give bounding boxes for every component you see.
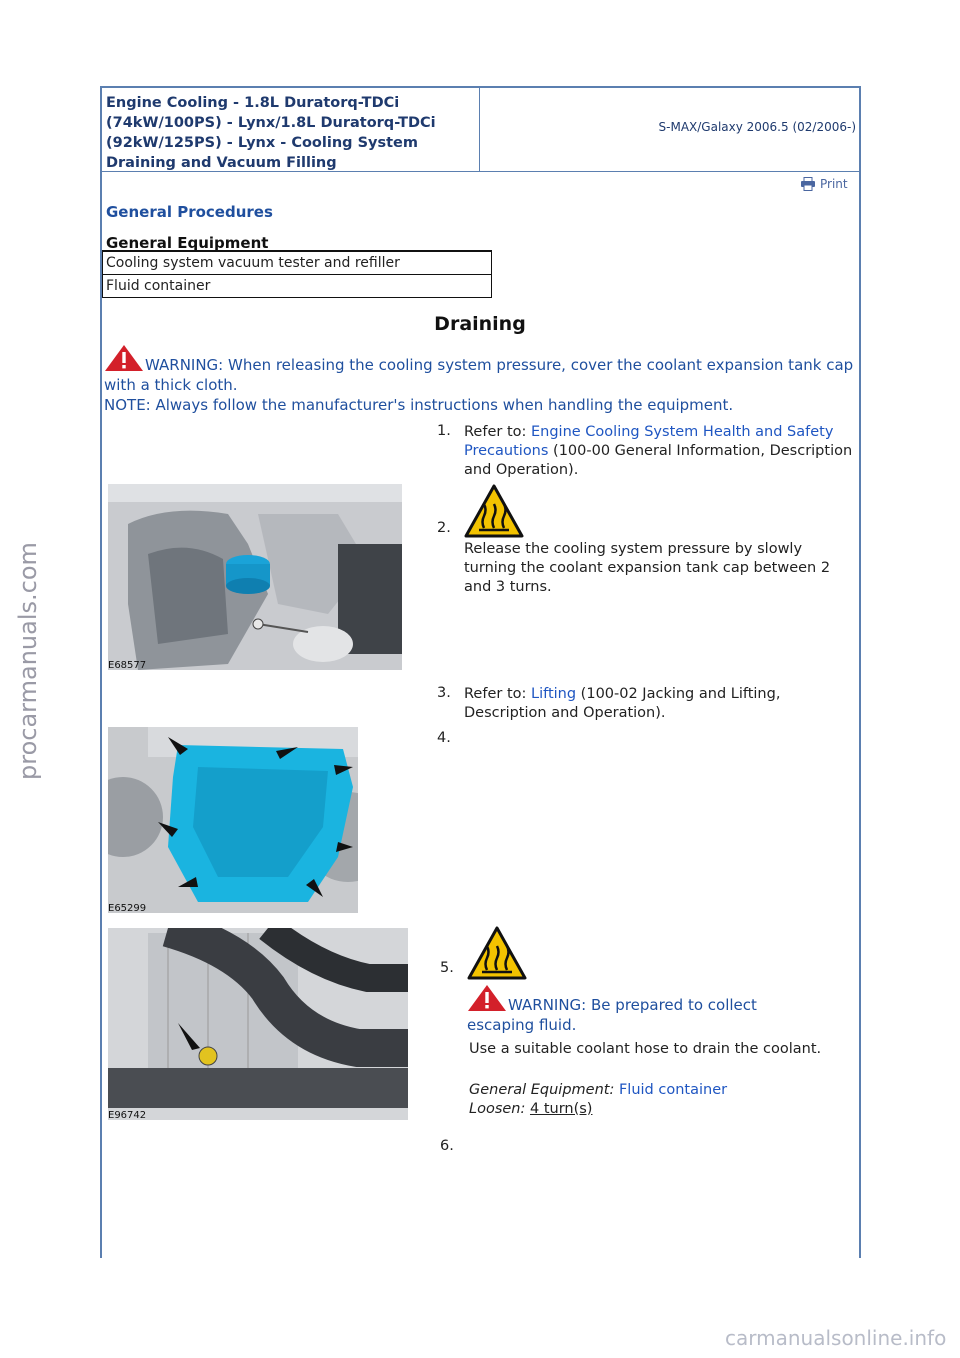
equipment-item: Cooling system vacuum tester and refiller <box>103 251 492 275</box>
footer-watermark: carmanualsonline.info <box>725 1326 947 1350</box>
print-button[interactable] <box>800 177 848 191</box>
equipment-table <box>102 250 492 298</box>
health-safety-link[interactable]: Engine Cooling System Health and Safety Precautions <box>464 424 834 459</box>
section-heading: Draining <box>434 313 526 335</box>
step-number: 3. <box>437 685 451 701</box>
radiator-drain-photo <box>108 928 408 1120</box>
step-number: 6. <box>440 1138 454 1154</box>
refer-to-label: Refer to: <box>464 424 531 440</box>
image-label: E65299 <box>108 903 147 913</box>
warning-block <box>104 344 854 415</box>
document-title: Engine Cooling - 1.8L Duratorq-TDCi (74kW/100PS) - Lynx/1.8L Duratorq-TDCi (92kW/125PS) - Lynx - Cooling System Draining and Vacuum Filling <box>106 95 436 171</box>
frame-right-border <box>859 86 861 1258</box>
loosen-label: Loosen: <box>469 1101 526 1117</box>
warning-text: WARNING: Be prepared to collect escaping fluid. <box>467 996 757 1034</box>
step-number: 1. <box>437 423 451 439</box>
table-row <box>103 251 492 275</box>
equipment-label: General Equipment: <box>469 1082 615 1098</box>
step-5-text: Use a suitable coolant hose to drain the coolant. <box>469 1041 822 1057</box>
warning-text: WARNING: When releasing the cooling system pressure, cover the coolant expansion tank cap with a thick cloth. <box>104 356 854 394</box>
general-equipment-heading: General Equipment <box>106 234 269 252</box>
note-text: NOTE: Always follow the manufacturer's instructions when handling the equipment. <box>104 396 734 414</box>
warning-triangle-icon <box>104 344 144 372</box>
hot-surface-warning-icon <box>464 484 524 538</box>
refer-to-label: Refer to: <box>464 686 531 702</box>
undershield-photo <box>108 727 358 913</box>
printer-icon <box>800 177 816 191</box>
reference-suffix: (100-00 General Information, Description and Operation). <box>464 443 853 478</box>
warning-triangle-icon <box>467 984 507 1012</box>
image-label: E68577 <box>108 660 147 670</box>
print-label: Print <box>820 177 848 191</box>
hot-surface-warning-icon <box>467 926 527 980</box>
step-1-text <box>464 423 854 480</box>
loosen-line <box>469 1100 859 1119</box>
frame-top-border <box>100 86 861 88</box>
step-number: 2. <box>437 520 451 536</box>
step-number: 5. <box>440 960 454 976</box>
equipment-item: Fluid container <box>103 275 492 298</box>
image-label: E96742 <box>108 1110 147 1120</box>
equipment-line <box>469 1081 859 1100</box>
step-number: 4. <box>437 730 451 746</box>
step-3-text <box>464 685 854 723</box>
expansion-tank-photo <box>108 484 402 670</box>
lifting-link[interactable]: Lifting <box>531 686 577 702</box>
step-5-warning <box>467 984 807 1035</box>
vehicle-model: S-MAX/Galaxy 2006.5 (02/2006-) <box>658 120 856 134</box>
general-procedures-heading: General Procedures <box>106 203 273 221</box>
reference-suffix: (100-02 Jacking and Lifting, Description and Operation). <box>464 686 781 721</box>
step-2-text: Release the cooling system pressure by slowly turning the coolant expansion tank cap between 2 and 3 turns. <box>464 541 831 595</box>
table-row <box>103 275 492 298</box>
fluid-container-link[interactable]: Fluid container <box>618 1082 728 1098</box>
side-watermark: procarmanuals.com <box>14 542 42 780</box>
loosen-value[interactable]: 4 turn(s) <box>529 1101 593 1117</box>
